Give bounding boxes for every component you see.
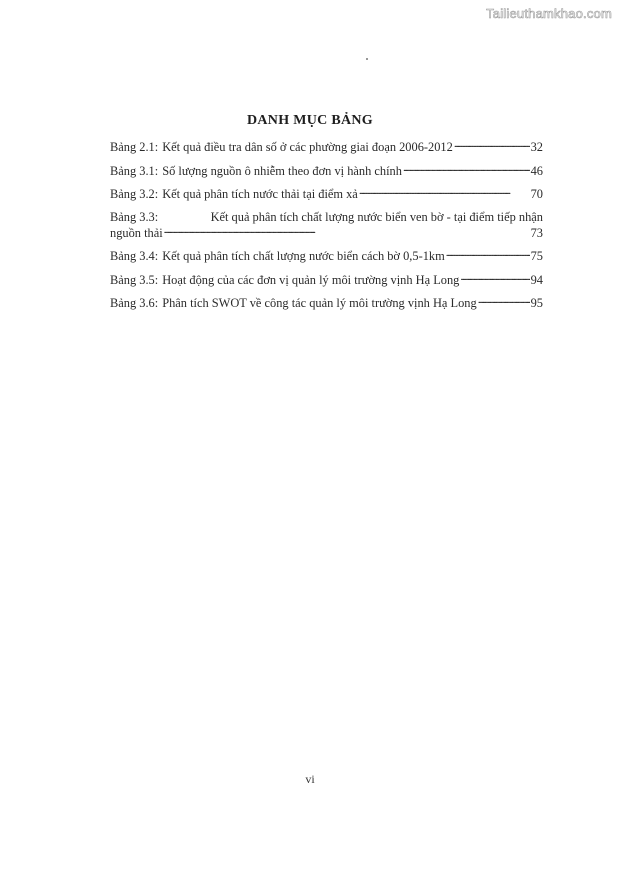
toc-entry-page: 95: [530, 296, 543, 310]
toc-leader-dots: [478, 295, 530, 307]
toc-entry-label: Bảng 3.6:: [110, 296, 159, 310]
toc-entry-title-continued: nguồn thải: [110, 225, 163, 240]
toc-entry-title: Kết quả phân tích chất lượng nước biển cách bờ 0,5-1km: [162, 249, 445, 263]
scan-speck: [366, 58, 368, 60]
toc-entry[interactable]: [110, 186, 543, 201]
toc-entry-label: Bảng 3.3:: [110, 209, 159, 224]
toc-entry[interactable]: [110, 163, 543, 178]
toc-entry-title: Kết quả điều tra dân số ở các phường giai đoạn 2006-2012: [162, 140, 453, 154]
toc-entry[interactable]: [110, 248, 543, 263]
toc-entry-page: 94: [530, 272, 543, 287]
toc-entry[interactable]: [110, 210, 543, 240]
toc-entry-label: Bảng 3.2:: [110, 187, 159, 201]
toc-entry-page: 73: [530, 225, 543, 240]
toc-entry-page: 32: [530, 140, 543, 154]
page-title: DANH MỤC BẢNG: [246, 113, 373, 128]
toc-entry-title: Phân tích SWOT về công tác quản lý môi trường vịnh Hạ Long: [162, 296, 477, 310]
toc-leader-dots: [164, 225, 530, 237]
toc-entry-title: Số lượng nguồn ô nhiễm theo đơn vị hành chính: [162, 163, 402, 178]
toc-entry-label: Bảng 3.1:: [110, 163, 159, 178]
toc-entry-title: Hoạt động của các đơn vị quản lý môi trường vịnh Hạ Long: [162, 272, 460, 287]
toc-leader-dots: [460, 272, 529, 284]
toc-leader-dots: [454, 139, 530, 151]
toc-leader-dots: [446, 248, 530, 260]
toc-entry-page: 46: [530, 163, 543, 178]
watermark: Tailieuthamkhao.com: [486, 6, 612, 21]
toc-entry-page: 70: [530, 187, 543, 201]
table-of-tables: [110, 139, 543, 319]
page-number: vi: [305, 772, 315, 786]
toc-entry-label: Bảng 3.5:: [110, 272, 159, 287]
toc-leader-dots: [359, 186, 530, 198]
toc-entry-title: Kết quả phân tích chất lượng nước biển ven bờ - tại điểm tiếp nhận: [210, 209, 543, 224]
toc-entry[interactable]: [110, 272, 543, 287]
toc-entry[interactable]: [110, 295, 543, 310]
toc-entry-label: Bảng 3.4:: [110, 249, 159, 263]
toc-leader-dots: [403, 163, 530, 175]
toc-entry[interactable]: [110, 139, 543, 154]
toc-entry-page: 75: [530, 249, 543, 263]
toc-entry-label: Bảng 2.1:: [110, 140, 159, 154]
toc-entry-title: Kết quả phân tích nước thải tại điểm xả: [162, 187, 358, 201]
